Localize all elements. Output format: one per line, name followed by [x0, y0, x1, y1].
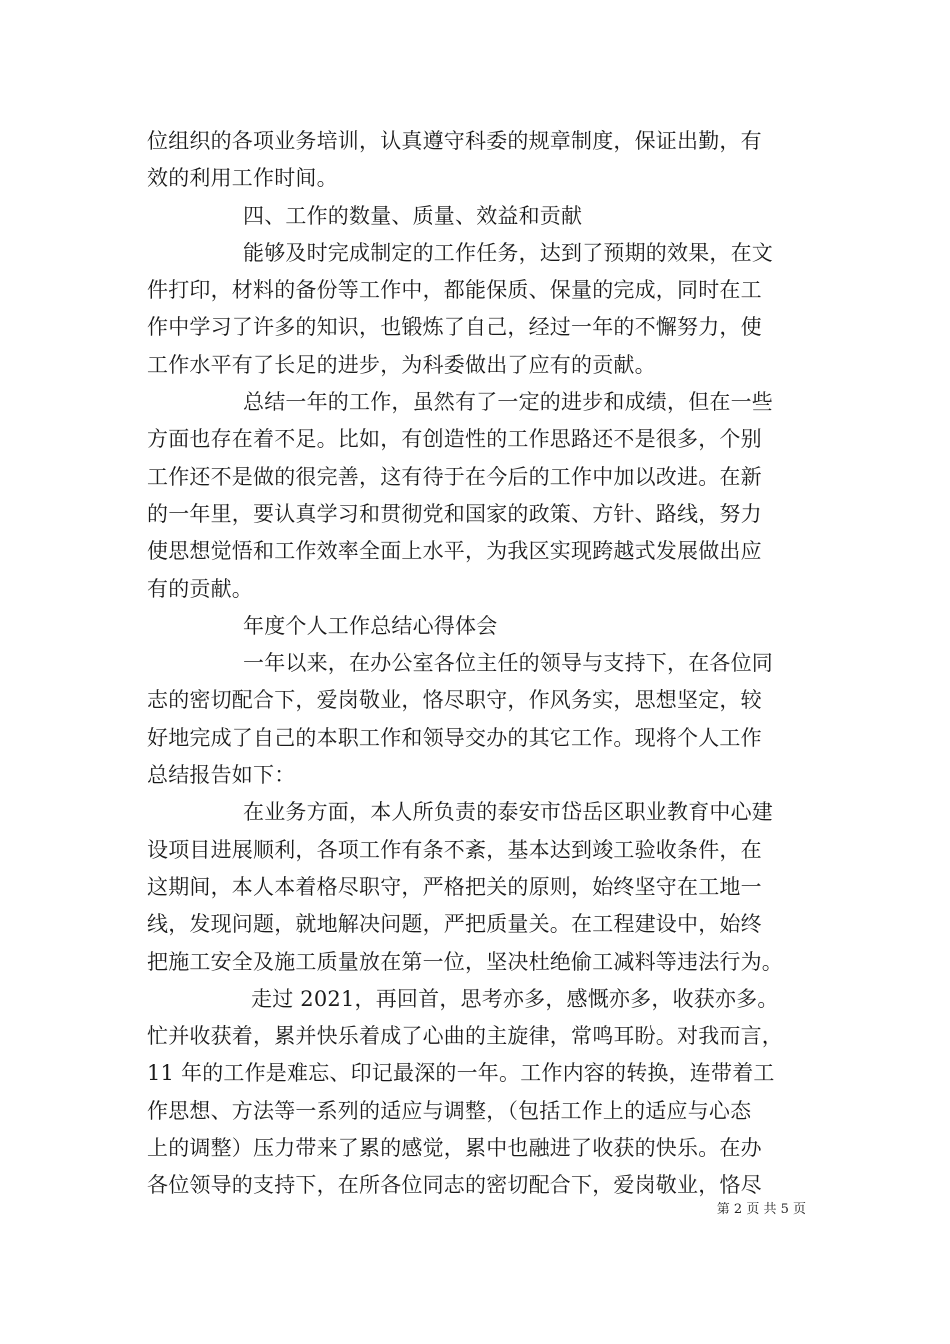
text-line: 方面也存在着不足。比如，有创造性的工作思路还不是很多，个别 [147, 427, 762, 452]
text-line: 一年以来，在办公室各位主任的领导与支持下，在各位同 [243, 651, 773, 676]
text-line: 件打印，材料的备份等工作中，都能保质、保量的完成，同时在工 [147, 278, 762, 303]
text-line: 总结一年的工作，虽然有了一定的进步和成绩，但在一些 [243, 390, 773, 415]
text-line: 效的利用工作时间。 [147, 166, 338, 191]
text-line: 设项目进展顺利，各项工作有条不紊，基本达到竣工验收条件，在 [147, 837, 762, 862]
section-heading: 四、工作的数量、质量、效益和贡献 [243, 203, 583, 228]
text-line: 工作还不是做的很完善，这有待于在今后的工作中加以改进。在新 [147, 464, 762, 489]
text-line: 这期间，本人本着格尽职守，严格把关的原则，始终坚守在工地一 [147, 874, 762, 899]
text-line: 的一年里，要认真学习和贯彻党和国家的政策、方针、路线，努力 [147, 501, 762, 526]
subtitle: 年度个人工作总结心得体会 [243, 613, 498, 638]
text-line: 在业务方面，本人所负责的泰安市岱岳区职业教育中心建 [243, 800, 773, 825]
text-line: 作中学习了许多的知识，也锻炼了自己，经过一年的不懈努力，使 [147, 315, 762, 340]
page-number-footer: 第 2 页 共 5 页 [716, 1202, 806, 1217]
text-line: 能够及时完成制定的工作任务，达到了预期的效果，在文 [243, 240, 773, 265]
text-line: 各位领导的支持下，在所各位同志的密切配合下，爱岗敬业，恪尽 [147, 1173, 762, 1198]
text-line: 位组织的各项业务培训，认真遵守科委的规章制度，保证出勤，有 [147, 129, 762, 153]
text-line: 把施工安全及施工质量放在第一位，坚决杜绝偷工减料等违法行为。 [147, 949, 783, 974]
text-line: 使思想觉悟和工作效率全面上水平，为我区实现跨越式发展做出应 [147, 539, 762, 564]
text-line: 作思想、方法等一系列的适应与调整，（包括工作上的适应与心态 [147, 1098, 752, 1123]
text-line: 忙并收获着，累并快乐着成了心曲的主旋律，常鸣耳盼。对我而言， [147, 1024, 783, 1049]
text-line: 好地完成了自己的本职工作和领导交办的其它工作。现将个人工作 [147, 725, 762, 750]
text-line: 走过 2021，再回首，思考亦多，感慨亦多，收获亦多。 [251, 986, 779, 1011]
text-line: 志的密切配合下，爱岗敬业，恪尽职守，作风务实，思想坚定，较 [147, 688, 762, 713]
text-line: 总结报告如下： [147, 763, 296, 788]
text-line: 有的贡献。 [147, 576, 253, 601]
document-body [147, 123, 807, 1205]
text-line: 工作水平有了长足的进步，为科委做出了应有的贡献。 [147, 352, 656, 377]
text-line: 线，发现问题，就地解决问题，严把质量关。在工程建设中，始终 [147, 912, 762, 937]
text-line: 11 年的工作是难忘、印记最深的一年。工作内容的转换，连带着工 [147, 1061, 775, 1086]
text-line: 上的调整）压力带来了累的感觉，累中也融进了收获的快乐。在办 [147, 1136, 762, 1161]
